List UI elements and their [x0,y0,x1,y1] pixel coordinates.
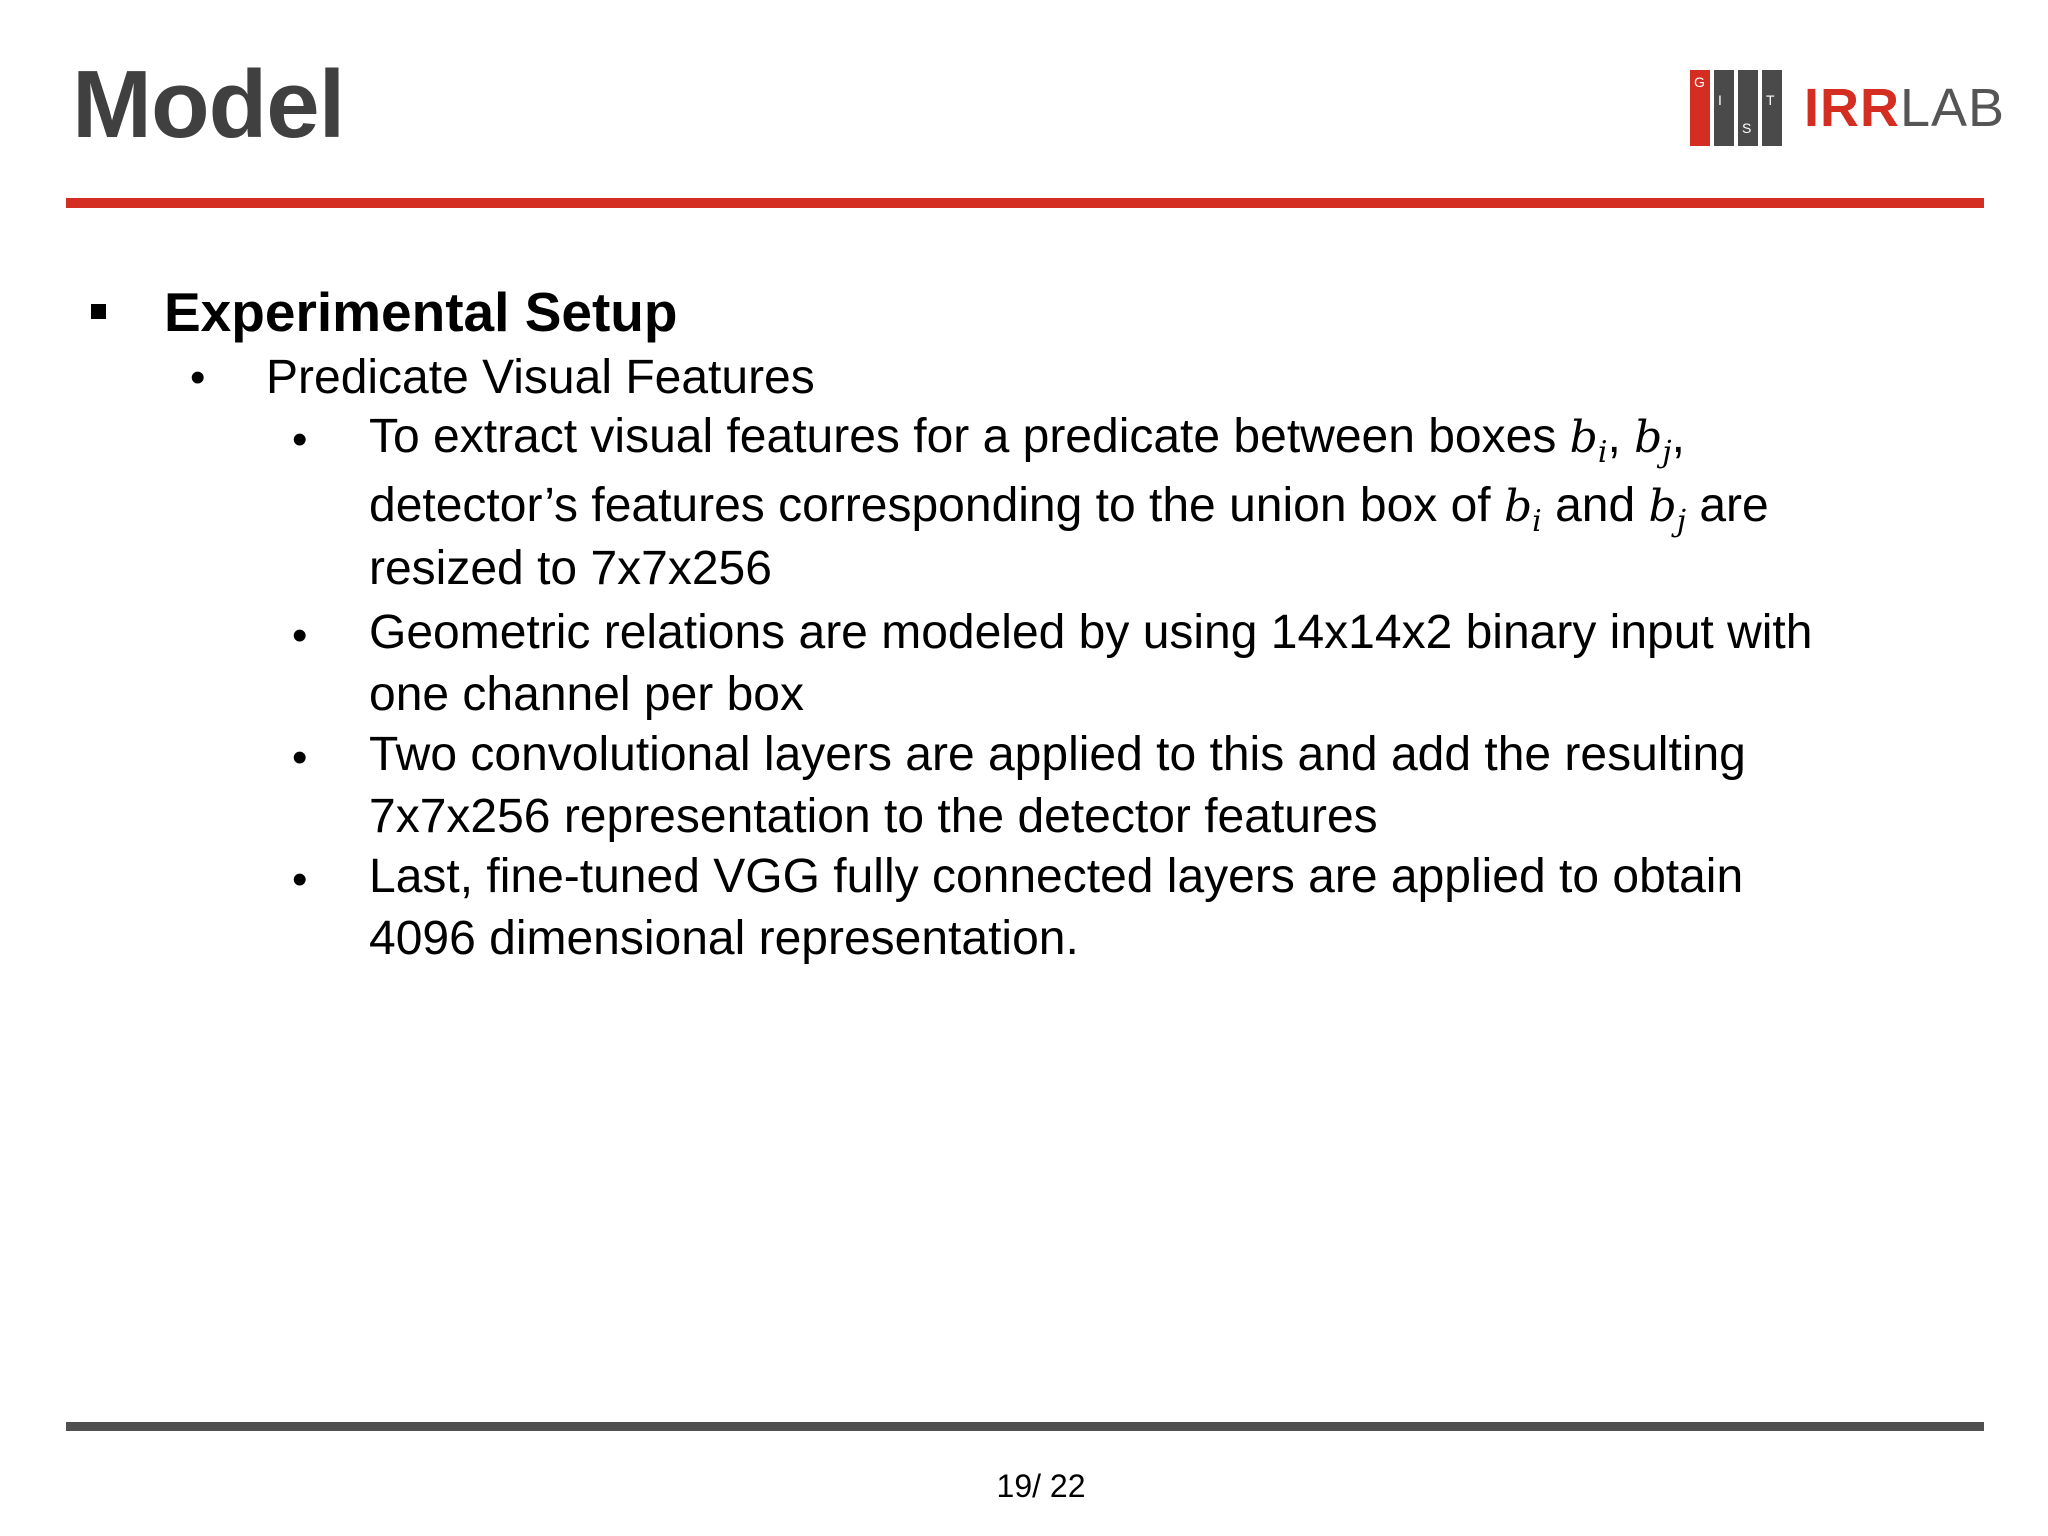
irrlab-logo [1690,70,2005,146]
title-divider [66,198,1984,208]
bullet-1-text: , [1671,410,1685,463]
math-symbol: b [1648,481,1677,532]
bullet-item-2 [369,602,1929,726]
math-symbol: b [1634,412,1663,463]
irrlab-wordmark [1804,70,2005,146]
bullet-dot-icon: • [292,415,308,464]
bullet-dot-icon: • [292,733,308,782]
gist-bar-g [1690,70,1710,146]
irrlab-wordmark-regular: LAB [1900,78,2006,138]
square-bullet-icon [91,304,106,319]
bullet-4-line-1: Last, fine-tuned VGG fully connected layers are applied to obtain [369,850,1744,903]
bullet-2-line-2: one channel per box [369,668,804,721]
section-heading: Experimental Setup [164,281,678,343]
math-b-i [1503,481,1542,539]
gist-bar-s [1738,70,1758,146]
math-subscript: j [1676,504,1686,539]
bullet-dot-icon: • [190,353,206,402]
math-separator: , [1607,410,1635,463]
bullet-dot-icon: • [292,611,308,660]
page-number: 19/ 22 [996,1468,1086,1504]
math-b-i [1569,412,1608,470]
bullet-1-text: are [1686,479,1769,532]
bullet-item-1 [369,406,1929,600]
gist-logo-mark [1690,70,1782,146]
math-subscript: i [1597,435,1608,470]
gist-bar-i [1714,70,1734,146]
bullet-1-text: detector’s features corresponding to the union box of [369,479,1504,532]
subsection-heading: Predicate Visual Features [266,351,815,404]
bullet-3-line-1: Two convolutional layers are applied to this and add the resulting [369,728,1746,781]
gist-letter-i: I [1718,92,1722,108]
bullet-item-4 [369,846,1929,970]
math-symbol: b [1569,412,1598,463]
bullet-1-text: To extract visual features for a predicate between boxes [369,410,1570,463]
gist-letter-t: T [1766,92,1775,108]
bullet-1-line-2 [369,475,1929,538]
bullet-1-line-1 [369,406,1929,469]
gist-letter-g: G [1694,74,1705,90]
math-subscript: j [1662,435,1672,470]
bullet-3-line-2: 7x7x256 representation to the detector features [369,790,1378,843]
bullet-4-line-2: 4096 dimensional representation. [369,912,1079,965]
math-subscript: i [1532,504,1542,539]
math-symbol: b [1503,481,1533,532]
slide-title: Model [72,51,345,158]
bullet-1-text: and [1541,479,1649,532]
math-b-j [1634,412,1672,470]
gist-bar-t [1762,70,1782,146]
math-b-j [1648,481,1686,539]
bullet-1-line-3: resized to 7x7x256 [369,542,772,595]
bullet-dot-icon: • [292,855,308,904]
bullet-item-3 [369,724,1929,848]
bullet-2-line-1: Geometric relations are modeled by using 14x14x2 binary input with [369,606,1813,659]
irrlab-wordmark-bold: IRR [1804,78,1900,138]
footer-divider [66,1422,1984,1431]
gist-letter-s: S [1742,120,1752,136]
